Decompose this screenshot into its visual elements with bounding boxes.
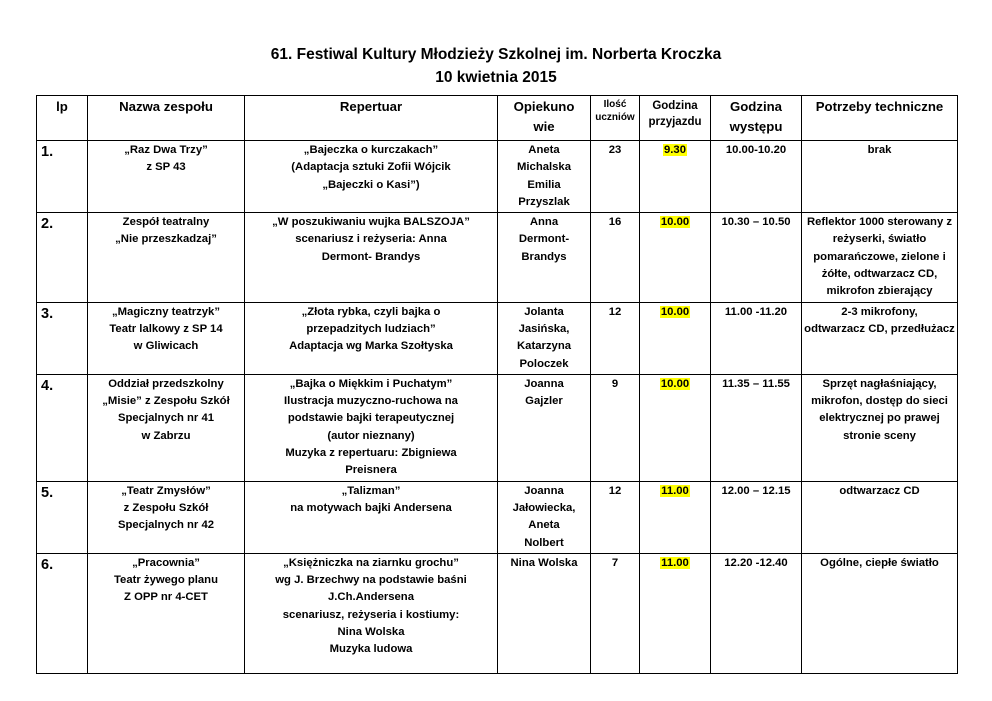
header-lp: lp <box>37 96 88 141</box>
row-performance: 10.00-10.20 <box>711 141 802 213</box>
row-students: 23 <box>591 141 640 213</box>
header-performance: Godzina występu <box>711 96 802 141</box>
arrival-highlight: 9.30 <box>664 144 686 156</box>
row-name: „Magiczny teatrzyk” Teatr lalkowy z SP 14 w Gliwicach <box>88 302 245 374</box>
row-repertoire: „Księżniczka na ziarnku grochu” wg J. Brzechwy na podstawie baśni J.Ch.Andersena scenariusz, reżyseria i kostiumy: Nina Wolska Muzyka ludowa <box>245 553 498 673</box>
row-repertoire: „Bajeczka o kurczakach” (Adaptacja sztuki Zofii Wójcik „Bajeczki o Kasi”) <box>245 141 498 213</box>
row-performance: 12.00 – 12.15 <box>711 481 802 553</box>
table-row <box>37 553 958 673</box>
row-name: Oddział przedszkolny „Misie” z Zespołu Szkół Specjalnych nr 41 w Zabrzu <box>88 374 245 481</box>
row-lp: 1. <box>37 141 88 213</box>
row-guardian: Joanna Gajzler <box>498 374 591 481</box>
row-guardian: Aneta Michalska Emilia Przyszlak <box>498 141 591 213</box>
row-guardian: Joanna Jałowiecka, Aneta Nolbert <box>498 481 591 553</box>
row-performance: 11.35 – 11.55 <box>711 374 802 481</box>
table-row <box>37 213 958 302</box>
row-lp: 2. <box>37 213 88 302</box>
row-name: „Pracownia” Teatr żywego planu Z OPP nr 4-CET <box>88 553 245 673</box>
document-title: 61. Festiwal Kultury Młodzieży Szkolnej im. Norberta Kroczka <box>270 46 722 63</box>
row-lp: 5. <box>37 481 88 553</box>
row-students: 12 <box>591 302 640 374</box>
arrival-highlight: 10.00 <box>660 305 690 318</box>
row-needs: odtwarzacz CD <box>802 481 958 553</box>
row-repertoire: „Złota rybka, czyli bajka o przepadzitych ludziach” Adaptacja wg Marka Szołtyska <box>245 302 498 374</box>
row-arrival <box>640 374 711 481</box>
row-name: „Raz Dwa Trzy” z SP 43 <box>88 141 245 213</box>
header-guardian: Opiekuno wie <box>498 96 591 141</box>
arrival-highlight: 11.00 <box>661 484 689 497</box>
schedule-table <box>36 95 958 674</box>
row-students: 16 <box>591 213 640 302</box>
arrival-highlight: 11.00 <box>661 556 689 569</box>
row-repertoire: „Talizman” na motywach bajki Andersena <box>245 481 498 553</box>
table-row <box>37 481 958 553</box>
document-date: 10 kwietnia 2015 <box>435 69 557 86</box>
row-repertoire: „W poszukiwaniu wujka BALSZOJA” scenariusz i reżyseria: Anna Dermont- Brandys <box>245 213 498 302</box>
header-students: Ilość uczniów <box>591 96 640 141</box>
row-needs: brak <box>802 141 958 213</box>
header-repertoire: Repertuar <box>245 96 498 141</box>
arrival-highlight: 10.00 <box>660 377 690 390</box>
header-needs: Potrzeby techniczne <box>802 96 958 141</box>
row-arrival <box>640 481 711 553</box>
row-arrival <box>640 553 711 673</box>
row-performance: 11.00 -11.20 <box>711 302 802 374</box>
table-row <box>37 302 958 374</box>
header-arrival: Godzina przyjazdu <box>640 96 711 141</box>
row-needs: Sprzęt nagłaśniający, mikrofon, dostęp do sieci elektrycznej po prawej stronie sceny <box>802 374 958 481</box>
row-needs: Reflektor 1000 sterowany z reżyserki, światło pomarańczowe, zielone i żółte, odtwarzacz CD, mikrofon zbierający <box>802 213 958 302</box>
row-needs: 2-3 mikrofony, odtwarzacz CD, przedłużacz <box>802 302 958 374</box>
row-performance: 12.20 -12.40 <box>711 553 802 673</box>
row-performance: 10.30 – 10.50 <box>711 213 802 302</box>
row-guardian: Anna Dermont- Brandys <box>498 213 591 302</box>
row-arrival <box>640 141 711 213</box>
row-students: 7 <box>591 553 640 673</box>
header-name: Nazwa zespołu <box>88 96 245 141</box>
row-guardian: Jolanta Jasińska, Katarzyna Poloczek <box>498 302 591 374</box>
row-needs: Ogólne, ciepłe światło <box>802 553 958 673</box>
row-guardian: Nina Wolska <box>498 553 591 673</box>
row-students: 12 <box>591 481 640 553</box>
table-row <box>37 374 958 481</box>
row-students: 9 <box>591 374 640 481</box>
row-name: „Teatr Zmysłów” z Zespołu Szkół Specjalnych nr 42 <box>88 481 245 553</box>
row-arrival <box>640 302 711 374</box>
table-row <box>37 141 958 213</box>
row-name: Zespół teatralny „Nie przeszkadzaj” <box>88 213 245 302</box>
header-row <box>37 96 958 141</box>
row-lp: 6. <box>37 553 88 673</box>
row-arrival <box>640 213 711 302</box>
row-repertoire: „Bajka o Miękkim i Puchatym” Ilustracja muzyczno-ruchowa na podstawie bajki terapeutycznej (autor nieznany) Muzyka z repertuaru: Zbigniewa Preisnera <box>245 374 498 481</box>
row-lp: 3. <box>37 302 88 374</box>
row-lp: 4. <box>37 374 88 481</box>
arrival-highlight: 10.00 <box>660 216 690 229</box>
